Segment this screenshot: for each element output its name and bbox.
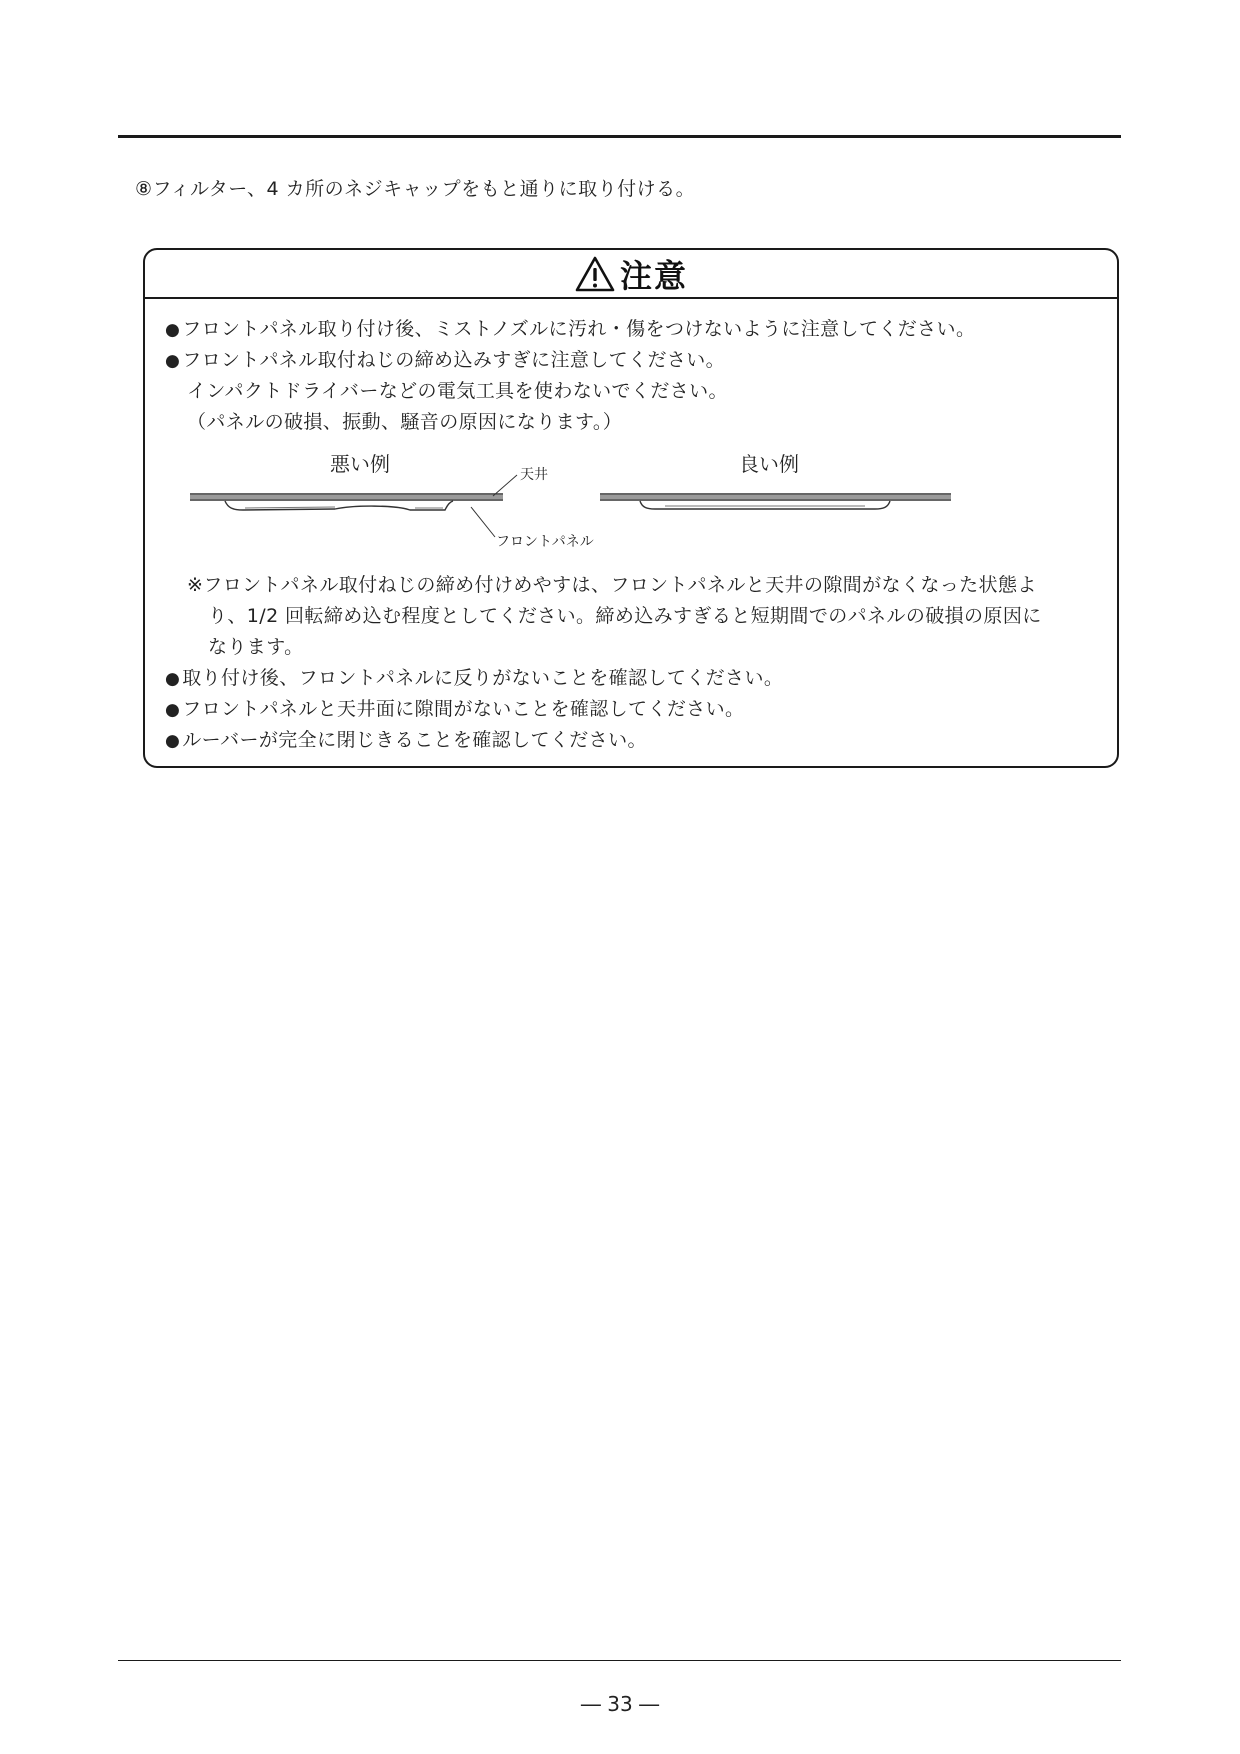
page-number: ― 33 ― — [580, 1692, 660, 1716]
caution-bullet-2-line-3: （パネルの破損、振動、騒音の原因になります。） — [187, 411, 623, 433]
bad-example-warped-panel — [225, 501, 453, 510]
tightening-note-line-1: ※フロントパネル取付ねじの締め付けめやすは、フロントパネルと天井の隙間がなくなった状態よ — [187, 574, 1037, 596]
good-example-flat-panel — [640, 501, 890, 509]
bullet-dot: ● — [165, 351, 181, 371]
caution-bullet-1: ● フロントパネル取り付け後、ミストノズルに汚れ・傷をつけないように注意してください。 — [165, 318, 976, 340]
bullet-dot: ● — [165, 320, 181, 340]
ceiling-leader-line — [493, 475, 517, 496]
panel-leader-line — [471, 507, 495, 537]
good-example-label: 良い例 — [739, 452, 799, 476]
tightening-note-line-3: なります。 — [208, 636, 304, 658]
tightening-note-line-2: り、1/2 回転締め込む程度としてください。締め込みすぎると短期間でのパネルの破損の原因に — [208, 605, 1042, 627]
panel-installation-figure — [145, 250, 1121, 770]
caution-title: 注意 — [619, 256, 688, 295]
bullet-dot: ● — [165, 731, 181, 751]
good-example-ceiling — [600, 494, 951, 500]
top-rule — [118, 135, 1121, 138]
caution-bullet-2: ● フロントパネル取付ねじの締め込みすぎに注意してください。 — [165, 349, 726, 371]
bad-example-label: 悪い例 — [330, 452, 390, 476]
caution-box — [143, 248, 1119, 768]
caution-bullet-4: ● フロントパネルと天井面に隙間がないことを確認してください。 — [165, 698, 745, 720]
ceiling-callout-label: 天井 — [520, 467, 548, 483]
step-8-instruction: ⑧フィルター、4 カ所のネジキャップをもと通りに取り付ける。 — [135, 178, 696, 200]
caution-bullet-3: ● 取り付け後、フロントパネルに反りがないことを確認してください。 — [165, 667, 784, 689]
caution-bullet-2-line-2: インパクトドライバーなどの電気工具を使わないでください。 — [187, 380, 728, 402]
panel-callout-label: フロントパネル — [496, 534, 594, 550]
bottom-rule — [118, 1660, 1121, 1661]
caution-bullet-5: ● ルーバーが完全に閉じきることを確認してください。 — [165, 729, 647, 751]
bullet-dot: ● — [165, 669, 181, 689]
bad-example-ceiling — [190, 494, 503, 500]
bullet-dot: ● — [165, 700, 181, 720]
